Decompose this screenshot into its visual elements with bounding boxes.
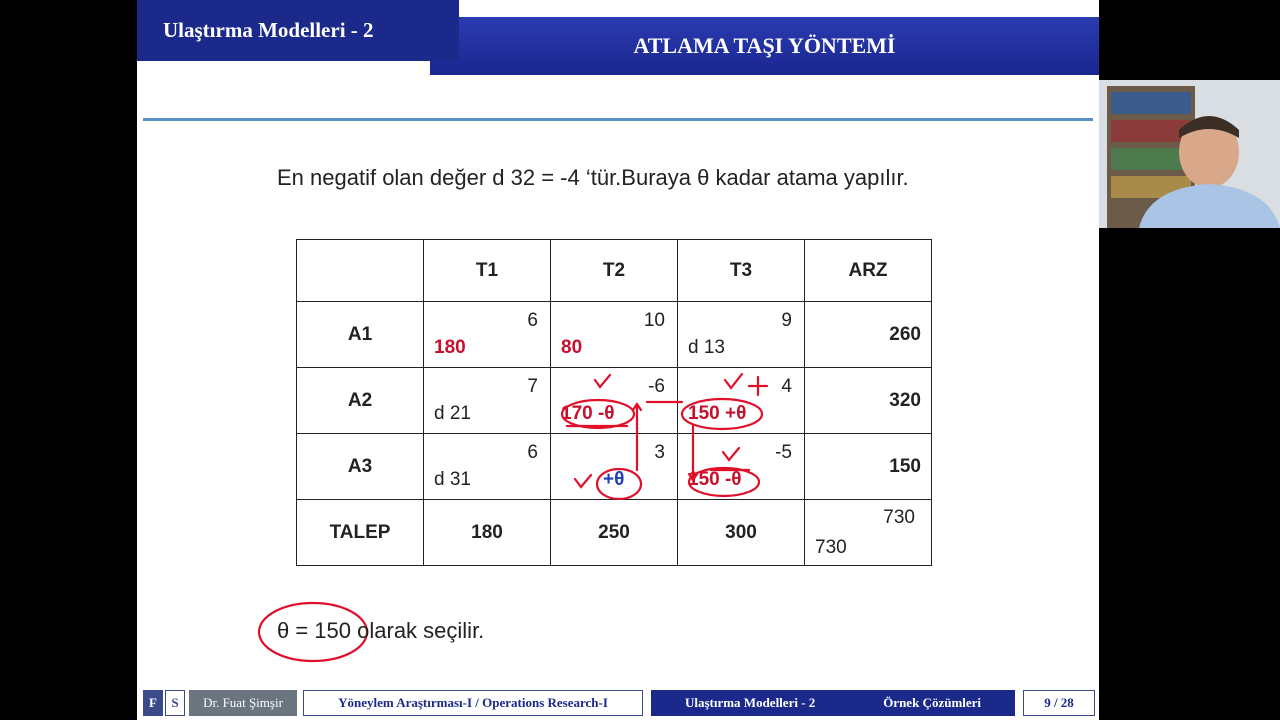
table-row bbox=[297, 434, 932, 500]
supply-cell: 260 bbox=[805, 302, 932, 368]
cell-dvalue: d 31 bbox=[434, 469, 471, 490]
slide bbox=[137, 0, 1099, 720]
slide-subtitle: ATLAMA TAŞI YÖNTEMİ bbox=[633, 33, 896, 58]
col-header: T2 bbox=[551, 240, 678, 302]
col-header: ARZ bbox=[805, 240, 932, 302]
title-box bbox=[137, 0, 459, 61]
table-cell bbox=[424, 434, 551, 500]
demand-row bbox=[297, 500, 932, 566]
table-cell bbox=[678, 368, 805, 434]
theta-statement bbox=[277, 618, 484, 644]
slide-title: Ulaştırma Modelleri - 2 bbox=[163, 18, 374, 42]
presenter-video bbox=[1099, 80, 1280, 228]
table-cell bbox=[424, 368, 551, 434]
cell-cost: -6 bbox=[648, 376, 665, 397]
table-row bbox=[297, 302, 932, 368]
table-cell bbox=[424, 302, 551, 368]
row-header: A1 bbox=[297, 302, 424, 368]
col-header: T1 bbox=[424, 240, 551, 302]
theta-value: θ = 150 bbox=[277, 618, 352, 643]
cell-cost: 4 bbox=[781, 376, 792, 397]
divider bbox=[143, 118, 1093, 121]
footer-course: Yöneylem Araştırması-I / Operations Research-I bbox=[303, 690, 643, 716]
cell-cost: 10 bbox=[643, 310, 665, 331]
footer-topic: Ulaştırma Modelleri - 2 bbox=[684, 695, 816, 710]
total-demand: 730 bbox=[815, 537, 847, 558]
cell-dvalue: d 21 bbox=[434, 403, 471, 424]
page-number: 9 / 28 bbox=[1023, 690, 1095, 716]
supply-cell: 320 bbox=[805, 368, 932, 434]
header-bar bbox=[430, 17, 1099, 75]
cell-allocation: 180 bbox=[434, 337, 466, 358]
logo-s: S bbox=[165, 690, 185, 716]
footer bbox=[137, 690, 1099, 716]
table-cell bbox=[551, 368, 678, 434]
total-cell bbox=[805, 500, 932, 566]
statement-text: En negatif olan değer d 32 = -4 ‘tür.Buraya θ kadar atama yapılır. bbox=[277, 165, 909, 190]
cell-allocation: 170 -θ bbox=[561, 403, 615, 424]
table-cell bbox=[678, 302, 805, 368]
logo-f: F bbox=[143, 690, 163, 716]
corner-cell bbox=[297, 240, 424, 302]
row-header: TALEP bbox=[297, 500, 424, 566]
footer-author: Dr. Fuat Şimşir bbox=[189, 690, 297, 716]
cell-cost: 6 bbox=[527, 310, 538, 331]
footer-topic-bar bbox=[651, 690, 1015, 716]
demand-cell: 180 bbox=[424, 500, 551, 566]
row-header: A3 bbox=[297, 434, 424, 500]
table-cell bbox=[678, 434, 805, 500]
cell-cost: 3 bbox=[654, 442, 665, 463]
cell-dvalue: d 13 bbox=[688, 337, 725, 358]
table-cell bbox=[551, 302, 678, 368]
cell-allocation: 80 bbox=[561, 337, 583, 358]
table-header-row bbox=[297, 240, 932, 302]
table-row bbox=[297, 368, 932, 434]
total-supply: 730 bbox=[883, 507, 915, 528]
cell-cost: 7 bbox=[527, 376, 538, 397]
cell-cost: 6 bbox=[527, 442, 538, 463]
row-header: A2 bbox=[297, 368, 424, 434]
table-cell bbox=[551, 434, 678, 500]
demand-cell: 300 bbox=[678, 500, 805, 566]
transport-table bbox=[296, 239, 932, 566]
cell-allocation: 150 +θ bbox=[688, 403, 747, 424]
cell-allocation: +θ bbox=[603, 469, 625, 490]
theta-suffix: olarak seçilir. bbox=[357, 618, 485, 643]
cell-allocation: 150 -θ bbox=[688, 469, 742, 490]
cell-cost: -5 bbox=[775, 442, 792, 463]
webcam-feed bbox=[1099, 80, 1280, 228]
cell-cost: 9 bbox=[781, 310, 792, 331]
col-header: T3 bbox=[678, 240, 805, 302]
footer-section: Örnek Çözümleri bbox=[883, 695, 982, 710]
supply-cell: 150 bbox=[805, 434, 932, 500]
demand-cell: 250 bbox=[551, 500, 678, 566]
